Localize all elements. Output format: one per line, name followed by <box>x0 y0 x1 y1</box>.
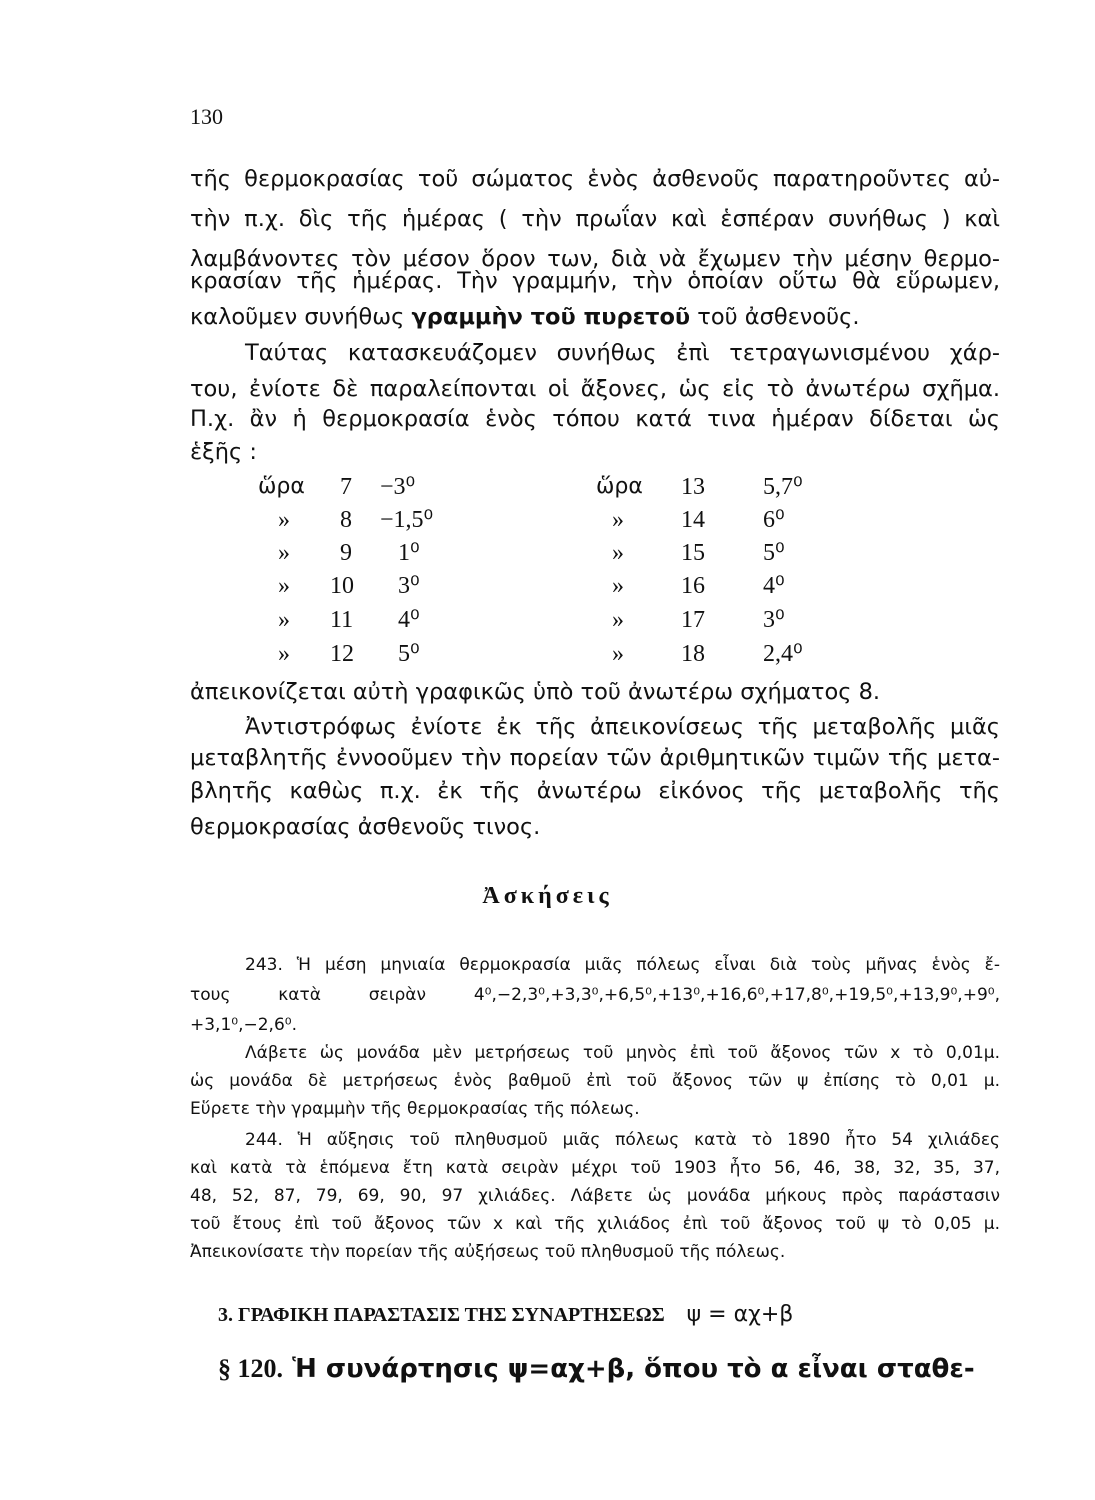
text-line: θερμοκρασίας ἀσθενοῦς τινος. <box>190 814 541 840</box>
paragraph-120-text: Ἡ συνάρτησις ψ=αχ+β, ὅπου τὸ α εἶναι σταθε- <box>292 1354 975 1384</box>
hour-value: 18 <box>681 641 705 667</box>
text-line: Π.χ. ἂν ἡ θερμοκρασία ἑνὸς τόπου κατά τινα ἡμέραν δίδεται ὡς <box>190 406 1000 432</box>
ditto-mark: » <box>612 641 624 667</box>
ditto-mark: » <box>278 573 290 599</box>
hour-label: ὥρα <box>258 474 305 499</box>
text-line: τῆς θερμοκρασίας τοῦ σώματος ἑνὸς ἀσθενοῦς παρατηροῦντες αὐ- <box>190 166 1000 192</box>
ditto-mark: » <box>278 540 290 566</box>
paragraph-sign: § 120. <box>218 1354 283 1383</box>
hour-value: 8 <box>340 507 352 533</box>
term-fever-line: γραμμὴν τοῦ πυρετοῦ <box>411 304 691 330</box>
hour-value: 13 <box>681 474 705 500</box>
exercise-244-line: Ἀπεικονίσατε τὴν πορείαν τῆς αὐξήσεως τοῦ πληθυσμοῦ τῆς πόλεως. <box>190 1242 786 1262</box>
text-fragment: καλοῦμεν συνήθως <box>190 304 412 330</box>
text-line: ἑξῆς : <box>190 439 257 465</box>
temp-value: 5⁰ <box>763 540 785 566</box>
text-line: κρασίαν τῆς ἡμέρας. Τὴν γραμμήν, τὴν ὁποίαν οὕτω θὰ εὕρωμεν, <box>190 268 1000 294</box>
hour-value: 9 <box>340 540 352 566</box>
text-line-indented: Ταύτας κατασκευάζομεν συνήθως ἐπὶ τετραγωνισμένου χάρ- <box>245 340 1000 366</box>
text-line-last <box>190 302 1000 332</box>
ditto-mark: » <box>278 507 290 533</box>
exercise-244-line: 48, 52, 87, 79, 69, 90, 97 χιλιάδες. Λάβετε ὡς μονάδα μήκους πρὸς παράστασιν <box>190 1186 1000 1206</box>
hour-value: 12 <box>330 641 354 667</box>
exercise-243-line: Λάβετε ὡς μονάδα μὲν μετρήσεως τοῦ μηνὸς ἐπὶ τοῦ ἄξονος τῶν x τὸ 0,01μ. <box>245 1043 1000 1063</box>
exercise-243-line: +3,1⁰,−2,6⁰. <box>190 1015 297 1035</box>
temp-value: 5,7⁰ <box>763 474 803 500</box>
temp-value: 3⁰ <box>398 573 420 599</box>
temp-value: 4⁰ <box>398 607 420 633</box>
text-line: του, ἐνίοτε δὲ παραλείπονται οἱ ἄξονες, ὡς εἰς τὸ ἀνωτέρω σχῆμα. <box>190 376 1000 402</box>
hour-value: 17 <box>681 607 705 633</box>
hour-value: 10 <box>330 573 354 599</box>
text-line-indented: Ἀντιστρόφως ἐνίοτε ἐκ τῆς ἀπεικονίσεως τῆς μεταβολῆς μιᾶς <box>245 714 1000 740</box>
section-3-formula: ψ = αχ+β <box>686 1302 794 1327</box>
temp-value: 1⁰ <box>398 540 420 566</box>
section-3-heading <box>218 1302 978 1327</box>
exercise-243-line: Εὕρετε τὴν γραμμὴν τῆς θερμοκρασίας τῆς πόλεως. <box>190 1099 640 1119</box>
exercise-244-line: τοῦ ἔτους ἐπὶ τοῦ ἄξονος τῶν x καὶ τῆς χιλιάδος ἐπὶ τοῦ ἄξονος τοῦ ψ τὸ 0,05 μ. <box>190 1214 1000 1234</box>
text-line: τὴν π.χ. δὶς τῆς ἡμέρας ( τὴν πρωΐαν καὶ ἑσπέραν συνήθως ) καὶ <box>190 206 1000 232</box>
exercise-243-line: 243. Ἡ μέση μηνιαία θερμοκρασία μιᾶς πόλεως εἶναι διὰ τοὺς μῆνας ἑνὸς ἔ- <box>245 955 1000 975</box>
ditto-mark: » <box>612 607 624 633</box>
temp-value: 3⁰ <box>763 607 785 633</box>
exercises-heading: Ἀσκήσεις <box>482 883 613 909</box>
text-line: ἀπεικονίζεται αὐτὴ γραφικῶς ὑπὸ τοῦ ἀνωτέρω σχήματος 8. <box>190 679 881 705</box>
page-number: 130 <box>190 104 223 129</box>
exercise-244-line: 244. Ἡ αὔξησις τοῦ πληθυσμοῦ μιᾶς πόλεως κατὰ τὸ 1890 ἦτο 54 χιλιάδες <box>245 1130 1000 1150</box>
ditto-mark: » <box>612 573 624 599</box>
temp-value: 5⁰ <box>398 641 420 667</box>
ditto-mark: » <box>278 641 290 667</box>
text-line: βλητῆς καθὼς π.χ. ἐκ τῆς ἀνωτέρω εἰκόνος τῆς μεταβολῆς τῆς <box>190 778 1000 804</box>
ditto-mark: » <box>612 540 624 566</box>
text-line: λαμβάνοντες τὸν μέσον ὅρον των, διὰ νὰ ἔχωμεν τὴν μέσην θερμο- <box>190 246 1000 272</box>
temp-value: −3⁰ <box>380 474 416 500</box>
paragraph-120 <box>218 1354 1003 1384</box>
section-3-title: 3. ΓΡΑΦΙΚΗ ΠΑΡΑΣΤΑΣΙΣ ΤΗΣ ΣΥΝΑΡΤΗΣΕΩΣ <box>218 1304 665 1326</box>
exercise-243-line: ὡς μονάδα δὲ μετρήσεως ἑνὸς βαθμοῦ ἐπὶ τοῦ ἄξονος τῶν ψ ἐπίσης τὸ 0,01 μ. <box>190 1071 1000 1091</box>
temp-value: −1,5⁰ <box>380 507 434 533</box>
ditto-mark: » <box>612 507 624 533</box>
exercise-243-line: τους κατὰ σειρὰν 4⁰,−2,3⁰,+3,3⁰,+6,5⁰,+13⁰,+16,6⁰,+17,8⁰,+19,5⁰,+13,9⁰,+9⁰, <box>190 985 1000 1005</box>
text-line: μεταβλητῆς ἐννοοῦμεν τὴν πορείαν τῶν ἀριθμητικῶν τιμῶν τῆς μετα- <box>190 745 1000 771</box>
ditto-mark: » <box>278 607 290 633</box>
hour-value: 7 <box>340 474 352 500</box>
hour-label: ὥρα <box>596 474 643 499</box>
temp-value: 4⁰ <box>763 573 785 599</box>
hour-value: 14 <box>681 507 705 533</box>
hour-value: 11 <box>330 607 354 633</box>
text-fragment: τοῦ ἀσθενοῦς. <box>690 304 860 330</box>
temp-value: 2,4⁰ <box>763 641 803 667</box>
temp-value: 6⁰ <box>763 507 785 533</box>
hour-value: 16 <box>681 573 705 599</box>
hour-value: 15 <box>681 540 705 566</box>
exercise-244-line: καὶ κατὰ τὰ ἑπόμενα ἔτη κατὰ σειρὰν μέχρι τοῦ 1903 ἦτο 56, 46, 38, 32, 35, 37, <box>190 1158 1000 1178</box>
